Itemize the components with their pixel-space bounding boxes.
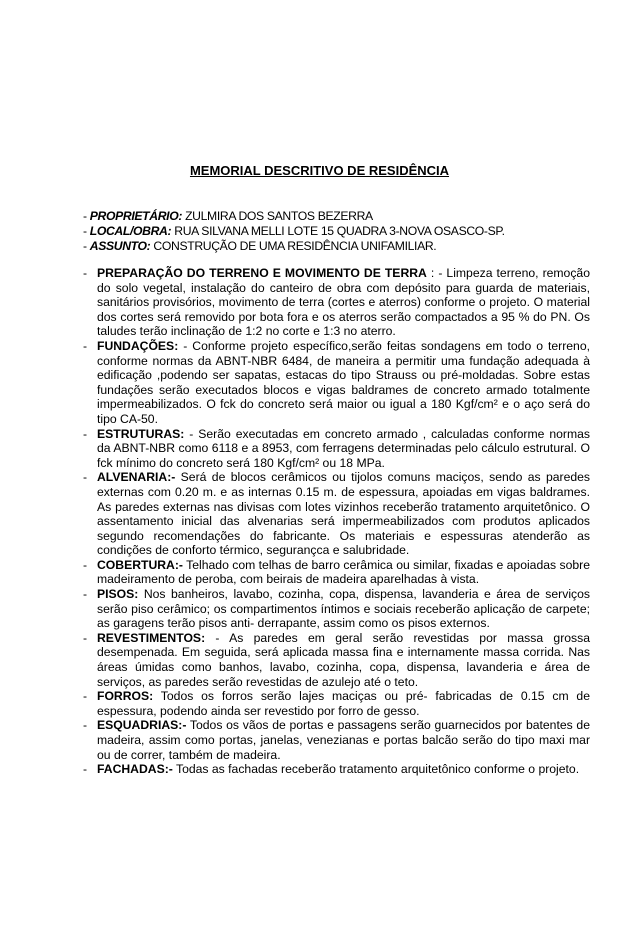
item-text: - As paredes em geral serão revestidas por massa grossa desempenada. Em seguida, será aplicada massa fina e internamente massa corrida. Nas áreas úmidas como banhos, lavabo, cozinha, copa, dispensa, lavanderia e área de serviços, as paredes serão revestidas de azulejo até o teto. <box>97 630 590 689</box>
item-text: Será de blocos cerâmicos ou tijolos comuns maciços, sendo as paredes externas com 0.20 m. e as internas 0.15 m. de espessura, apoiadas em vigas baldrames. As paredes externas nas divisas com lotes vizinhos receberão tratamento arquitetônico. O assentamento inicial das alvenarias será impermeabilizados com produtos aplicados segundo recomendações do fabricante. Os materiais e espessuras atenderão as condições de conforto térmico, segurançca e salubridade. <box>97 470 590 558</box>
field-value: CONSTRUÇÃO DE UMA RESIDÊNCIA UNIFAMILIAR. <box>150 239 437 253</box>
bullet-dash: - <box>83 587 88 602</box>
list-item <box>83 339 590 427</box>
owner-field <box>83 209 603 224</box>
field-value: RUA SILVANA MELLI LOTE 15 QUADRA 3-NOVA OSASCO-SP. <box>171 224 505 238</box>
item-text: - Serão executadas em concreto armado , calculadas conforme normas da ABNT-NBR como 6118 e a 8953, com ferragens determinadas pelo cálculo estrutural. O fck mínimo do concreto será 180 Kgf/cm² ou 18 MPa. <box>97 426 590 470</box>
list-item <box>83 718 590 762</box>
bullet-dash: - <box>83 557 88 572</box>
field-prefix: - <box>83 239 90 253</box>
bullet-dash: - <box>83 689 88 704</box>
document-title: MEMORIAL DESCRITIVO DE RESIDÊNCIA <box>189 163 450 178</box>
field-label: PROPRIETÁRIO: <box>89 209 183 223</box>
item-text: Todos os vãos de portas e passagens serão guarnecidos por batentes de madeira, assim como portas, janelas, venezianas e portas balcão serão do tipo maxi mar ou de correr, também de madeira. <box>97 718 590 762</box>
field-label: ASSUNTO: <box>89 239 151 253</box>
subject-field <box>83 239 603 254</box>
bullet-dash: - <box>83 426 88 441</box>
field-prefix: - <box>83 224 90 238</box>
item-heading: REVESTIMENTOS: <box>97 630 206 645</box>
list-item <box>83 762 590 777</box>
item-heading: ESQUADRIAS:- <box>97 718 187 733</box>
item-heading: ESTRUTURAS: <box>97 426 185 441</box>
location-field <box>83 224 603 239</box>
list-item <box>83 558 590 587</box>
bullet-dash: - <box>83 630 88 645</box>
list-item <box>83 587 590 631</box>
field-value: ZULMIRA DOS SANTOS BEZERRA <box>182 209 373 223</box>
item-heading: PREPARAÇÃO DO TERRENO E MOVIMENTO DE TERRA <box>97 266 427 280</box>
item-text: - Conforme projeto específico,serão feitas sondagens em todo o terreno, conforme normas da ABNT-NBR 6484, de maneira a permitir uma fundação adequada à edificação ,podendo ser sapatas, estacas do tipo Strauss ou pré-moldadas. Sobre estas fundações serão executados blocos e vigas baldrames de concreto armado totalmente impermeabilizados. O fck do concreto será maior ou igual a 180 Kgf/cm² e o aço será do tipo CA-50. <box>97 338 590 426</box>
item-text: Todas as fachadas receberão tratamento arquitetônico conforme o projeto. <box>172 762 580 777</box>
item-text: Todos os forros serão lajes maciças ou pré- fabricadas de 0.15 cm de espessura, podendo ainda ser revestido por forro de gesso. <box>97 689 590 718</box>
item-text: : - Limpeza terreno, remoção do solo vegetal, instalação do canteiro de obra com depósito para guarda de materiais, sanitários provisórios, movimento de terra (cortes e aterros) conforme o projeto. O material dos cortes será removido por bota fora e os aterros serão compactados a 95 % do PN. Os taludes terão inclinação de 1:2 no corte e 1:3 no aterro. <box>97 266 590 339</box>
field-label: LOCAL/OBRA: <box>89 224 172 238</box>
bullet-dash: - <box>83 762 88 777</box>
item-heading: ALVENARIA:- <box>97 470 176 485</box>
item-heading: FUNDAÇÕES: <box>97 338 179 353</box>
item-text: Nos banheiros, lavabo, cozinha, copa, dispensa, lavanderia e área de serviços serão piso cerâmico; os compartimentos íntimos e sociais receberão aplicação de carpete; as garagens terão pisos anti- derrapante, assim como os pisos externos. <box>97 587 590 631</box>
item-heading: FACHADAS:- <box>97 762 173 777</box>
item-heading: FORROS: <box>97 689 154 704</box>
item-heading: PISOS: <box>97 587 139 602</box>
list-item <box>83 470 590 558</box>
header-fields <box>83 209 603 254</box>
bullet-dash: - <box>83 470 88 485</box>
specification-list <box>83 266 590 777</box>
list-item <box>83 631 590 689</box>
field-prefix: - <box>83 209 90 223</box>
list-item <box>83 266 590 339</box>
item-text: Telhado com telhas de barro cerâmica ou similar, fixadas e apoiadas sobre madeiramento de peroba, com beirais de madeira aparelhadas à vista. <box>97 557 590 587</box>
list-item <box>83 427 590 471</box>
item-heading: COBERTURA:- <box>97 557 183 572</box>
bullet-dash: - <box>83 718 88 733</box>
list-item <box>83 689 590 718</box>
bullet-dash: - <box>83 266 88 280</box>
bullet-dash: - <box>83 338 88 353</box>
